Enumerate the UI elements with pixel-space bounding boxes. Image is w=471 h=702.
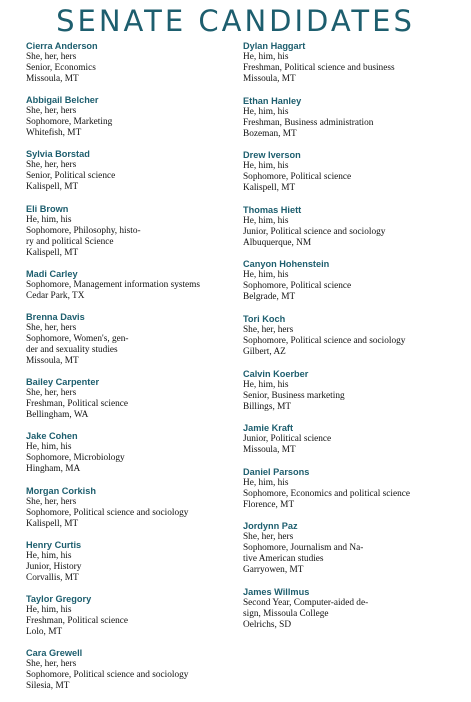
candidate-entry	[243, 314, 465, 358]
candidate-pronouns: He, him, his	[26, 604, 72, 615]
candidate-name: Tori Koch	[243, 313, 286, 324]
candidate-entry	[26, 594, 236, 638]
candidate-entry	[26, 204, 236, 259]
candidate-pronouns: She, her, hers	[26, 52, 77, 62]
candidate-name: Cara Grewell	[26, 648, 83, 659]
candidate-name: Madi Carley	[26, 268, 78, 279]
candidate-entry	[243, 467, 465, 511]
candidate-year-major: Sophomore, Economics and political science	[243, 488, 411, 499]
candidate-list-right	[243, 41, 465, 642]
candidate-name: Dylan Haggart	[243, 41, 306, 51]
candidate-year-major: Sophomore, Political science and sociology	[243, 335, 406, 346]
candidate-hometown: Albuquerque, NM	[243, 237, 312, 248]
candidate-hometown: Hingham, MA	[26, 464, 81, 475]
candidate-entry	[26, 486, 236, 530]
candidate-year-major: sign, Missoula College	[243, 608, 329, 619]
candidate-pronouns: She, her, hers	[26, 322, 77, 333]
candidate-year-major: Freshman, Business administration	[243, 117, 374, 128]
candidate-year-major: Freshman, Political science and business	[243, 63, 395, 73]
candidate-pronouns: She, her, hers	[26, 106, 77, 117]
candidate-name: Thomas Hiett	[243, 204, 302, 215]
candidate-entry	[243, 150, 465, 194]
candidate-hometown: Missoula, MT	[26, 355, 79, 366]
candidate-entry	[243, 521, 465, 576]
candidate-year-major: Sophomore, Political science and sociology	[26, 670, 189, 681]
candidate-hometown: Kalispell, MT	[26, 247, 79, 258]
page-title: SENATE CANDIDATES	[56, 4, 415, 38]
candidate-entry	[243, 587, 465, 631]
candidate-pronouns: He, him, his	[243, 477, 289, 488]
candidate-hometown: Florence, MT	[243, 499, 295, 510]
candidate-hometown: Bozeman, MT	[243, 128, 297, 139]
candidate-hometown: Garryowen, MT	[243, 565, 304, 576]
candidate-year-major: Junior, Political science and sociology	[243, 226, 386, 237]
candidate-year-major: Second Year, Computer-aided de-	[243, 597, 369, 608]
candidate-name: Daniel Parsons	[243, 466, 310, 477]
candidate-pronouns: He, him, his	[26, 214, 72, 225]
candidate-entry	[26, 648, 236, 692]
candidate-year-major: Sophomore, Women's, gen-	[26, 333, 129, 344]
candidate-pronouns: She, her, hers	[26, 659, 77, 670]
candidate-pronouns: She, her, hers	[26, 496, 77, 507]
candidate-hometown: Corvallis, MT	[26, 572, 79, 583]
candidate-pronouns: She, her, hers	[243, 324, 294, 335]
candidate-entry	[243, 423, 465, 456]
candidate-name: Jordynn Paz	[243, 521, 298, 532]
candidate-year-major: Sophomore, Marketing	[26, 117, 113, 128]
candidate-year-major: Senior, Economics	[26, 63, 96, 73]
candidate-name: Sylvia Borstad	[26, 149, 90, 160]
candidate-year-major: Sophomore, Political science and sociology	[26, 507, 189, 518]
candidate-pronouns: He, him, his	[243, 52, 289, 62]
candidate-list-left	[26, 41, 236, 702]
candidate-year-major: Freshman, Political science	[26, 615, 128, 626]
candidate-entry	[26, 377, 236, 421]
candidate-hometown: Kalispell, MT	[26, 182, 79, 193]
candidate-name: Taylor Gregory	[26, 593, 92, 604]
candidate-entry	[243, 259, 465, 303]
candidate-entry	[243, 205, 465, 249]
candidate-pronouns: She, her, hers	[26, 160, 77, 171]
candidate-year-major: Sophomore, Management information systems	[26, 279, 201, 290]
candidate-year-major: ry and political Science	[26, 236, 114, 247]
candidate-year-major: Freshman, Political science	[26, 399, 128, 410]
candidate-name: Canyon Hohenstein	[243, 259, 330, 270]
candidate-hometown: Cedar Park, TX	[26, 290, 85, 301]
candidate-entry	[26, 41, 236, 85]
candidate-hometown: Whitefish, MT	[26, 128, 82, 139]
candidate-entry	[26, 95, 236, 139]
candidate-hometown: Missoula, MT	[26, 74, 79, 84]
candidate-entry	[26, 149, 236, 193]
candidate-year-major: Sophomore, Political science	[243, 281, 352, 292]
candidate-entry	[243, 41, 465, 85]
candidate-pronouns: He, him, his	[243, 379, 289, 390]
candidate-year-major: Senior, Business marketing	[243, 390, 345, 401]
candidate-name: Ethan Hanley	[243, 95, 302, 106]
candidate-hometown: Lolo, MT	[26, 626, 63, 637]
candidate-name: Morgan Corkish	[26, 485, 96, 496]
candidate-pronouns: He, him, his	[243, 270, 289, 281]
candidate-year-major: Sophomore, Journalism and Na-	[243, 543, 364, 554]
candidate-hometown: Bellingham, WA	[26, 410, 89, 421]
candidate-entry	[243, 369, 465, 413]
candidate-entry	[26, 312, 236, 367]
candidate-name: Drew Iverson	[243, 150, 301, 161]
candidate-hometown: Missoula, MT	[243, 445, 296, 456]
candidate-year-major: der and sexuality studies	[26, 344, 118, 355]
candidate-year-major: Sophomore, Microbiology	[26, 453, 125, 464]
candidate-name: Cierra Anderson	[26, 41, 98, 51]
candidate-entry	[26, 431, 236, 475]
candidate-year-major: Senior, Political science	[26, 171, 116, 182]
candidate-hometown: Silesia, MT	[26, 681, 70, 692]
candidate-name: Abbigail Belcher	[26, 95, 99, 106]
candidate-hometown: Kalispell, MT	[26, 518, 79, 529]
candidate-year-major: Sophomore, Philosophy, histo-	[26, 225, 141, 236]
candidate-name: Bailey Carpenter	[26, 377, 100, 388]
candidate-entry	[26, 540, 236, 584]
candidate-name: Jake Cohen	[26, 431, 78, 442]
candidate-hometown: Gilbert, AZ	[243, 346, 286, 357]
candidate-hometown: Belgrade, MT	[243, 292, 296, 303]
candidate-name: Calvin Koerber	[243, 368, 309, 379]
candidate-name: James Willmus	[243, 586, 310, 597]
candidate-year-major: tive American studies	[243, 554, 324, 565]
candidate-hometown: Missoula, MT	[243, 74, 296, 84]
candidate-pronouns: He, him, his	[243, 215, 289, 226]
candidate-name: Eli Brown	[26, 203, 69, 214]
candidate-year-major: Junior, Political science	[243, 434, 332, 445]
candidate-name: Brenna Davis	[26, 311, 85, 322]
candidate-pronouns: He, him, his	[243, 161, 289, 172]
candidate-entry	[243, 96, 465, 140]
candidate-pronouns: She, her, hers	[26, 388, 77, 399]
candidate-year-major: Junior, History	[26, 561, 82, 572]
candidate-name: Jamie Kraft	[243, 423, 294, 434]
candidate-pronouns: He, him, his	[26, 550, 72, 561]
candidate-hometown: Oelrichs, SD	[243, 619, 292, 630]
candidate-pronouns: He, him, his	[26, 442, 72, 453]
candidate-pronouns: He, him, his	[243, 106, 289, 117]
candidate-name: Henry Curtis	[26, 539, 82, 550]
candidate-entry	[26, 269, 236, 302]
candidate-hometown: Billings, MT	[243, 401, 292, 412]
candidate-hometown: Kalispell, MT	[243, 183, 296, 194]
candidate-year-major: Sophomore, Political science	[243, 172, 352, 183]
candidate-pronouns: She, her, hers	[243, 532, 294, 543]
